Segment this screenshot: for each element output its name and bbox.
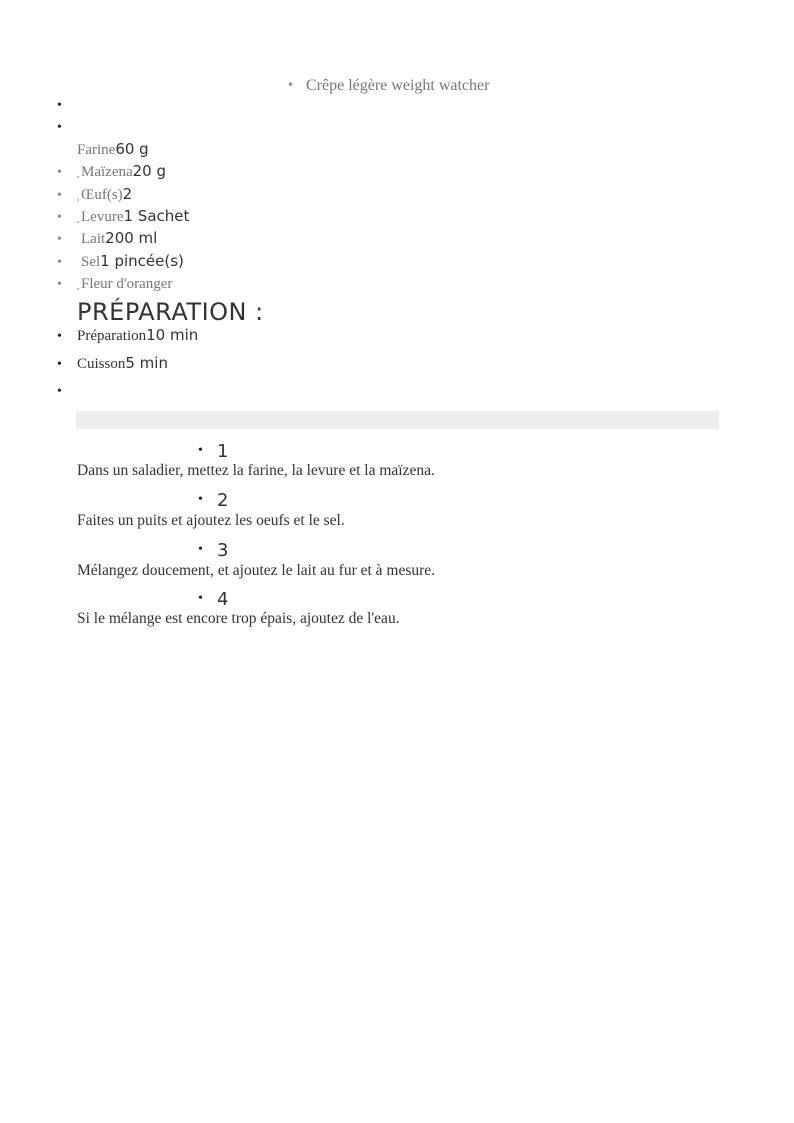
ingredient-name: Fleur d'oranger <box>81 276 173 292</box>
bullet-icon: • <box>57 210 62 225</box>
preparation-heading: PRÉPARATION : <box>77 298 264 326</box>
step-text: Faites un puits et ajoutez les oeufs et le sel. <box>77 512 345 529</box>
ingredient-quantity: 60 g <box>115 140 149 158</box>
bullet-icon: • <box>57 98 62 113</box>
step-number: 4 <box>217 589 229 610</box>
bullet-icon: • <box>57 329 62 344</box>
ingredient-item <box>77 162 166 184</box>
bullet-icon: • <box>198 443 203 458</box>
ingredient-item <box>77 252 184 274</box>
cook-time-label: Cuisson <box>77 356 126 372</box>
bullet-icon: • <box>57 120 62 135</box>
ingredient-name: Sel <box>81 254 101 270</box>
ingredient-name: Levure <box>81 209 124 225</box>
dot-icon <box>77 199 79 201</box>
bullet-icon: • <box>57 277 62 292</box>
ingredient-quantity: 1 Sachet <box>123 207 190 225</box>
prep-time-item <box>77 326 198 348</box>
bullet-icon: • <box>198 492 203 507</box>
cook-time-item <box>77 354 168 376</box>
prep-time-value: 10 min <box>146 326 199 344</box>
ingredient-item <box>77 140 149 162</box>
ingredient-item <box>77 274 172 296</box>
bullet-icon: • <box>198 542 203 557</box>
step-text: Mélangez doucement, et ajoutez le lait au fur et à mesure. <box>77 562 436 579</box>
step-text: Si le mélange est encore trop épais, ajoutez de l'eau. <box>77 610 400 627</box>
bullet-icon: • <box>57 188 62 203</box>
cook-time-value: 5 min <box>125 354 168 372</box>
bullet-icon: • <box>57 384 62 399</box>
ingredient-item <box>77 229 157 251</box>
ingredient-name: Lait <box>81 231 106 247</box>
step-text: Dans un saladier, mettez la farine, la levure et la maïzena. <box>77 462 435 479</box>
ingredient-quantity: 200 ml <box>105 229 158 247</box>
ingredient-name: Farine <box>77 142 116 158</box>
bullet-icon: • <box>57 255 62 270</box>
dot-icon <box>77 221 79 223</box>
dot-icon <box>77 176 79 178</box>
recipe-title: Crêpe légère weight watcher <box>306 77 490 94</box>
bullet-icon: • <box>57 357 62 372</box>
prep-time-label: Préparation <box>77 328 147 344</box>
ingredient-name: Œuf(s) <box>81 187 123 203</box>
bullet-icon: • <box>288 78 293 93</box>
step-number: 2 <box>217 490 229 511</box>
bullet-icon: • <box>57 232 62 247</box>
dot-icon <box>77 288 79 290</box>
ingredient-quantity: 1 pincée(s) <box>100 252 184 270</box>
bullet-icon: • <box>198 591 203 606</box>
ingredient-quantity: 20 g <box>132 162 167 180</box>
bullet-icon: • <box>57 165 62 180</box>
step-number: 3 <box>217 540 229 561</box>
section-divider-bar <box>76 411 719 429</box>
ingredient-item <box>77 207 189 229</box>
step-number: 1 <box>217 441 229 462</box>
ingredient-quantity: 2 <box>122 185 133 203</box>
ingredient-item <box>77 185 132 207</box>
ingredient-name: Maïzena <box>81 164 133 180</box>
